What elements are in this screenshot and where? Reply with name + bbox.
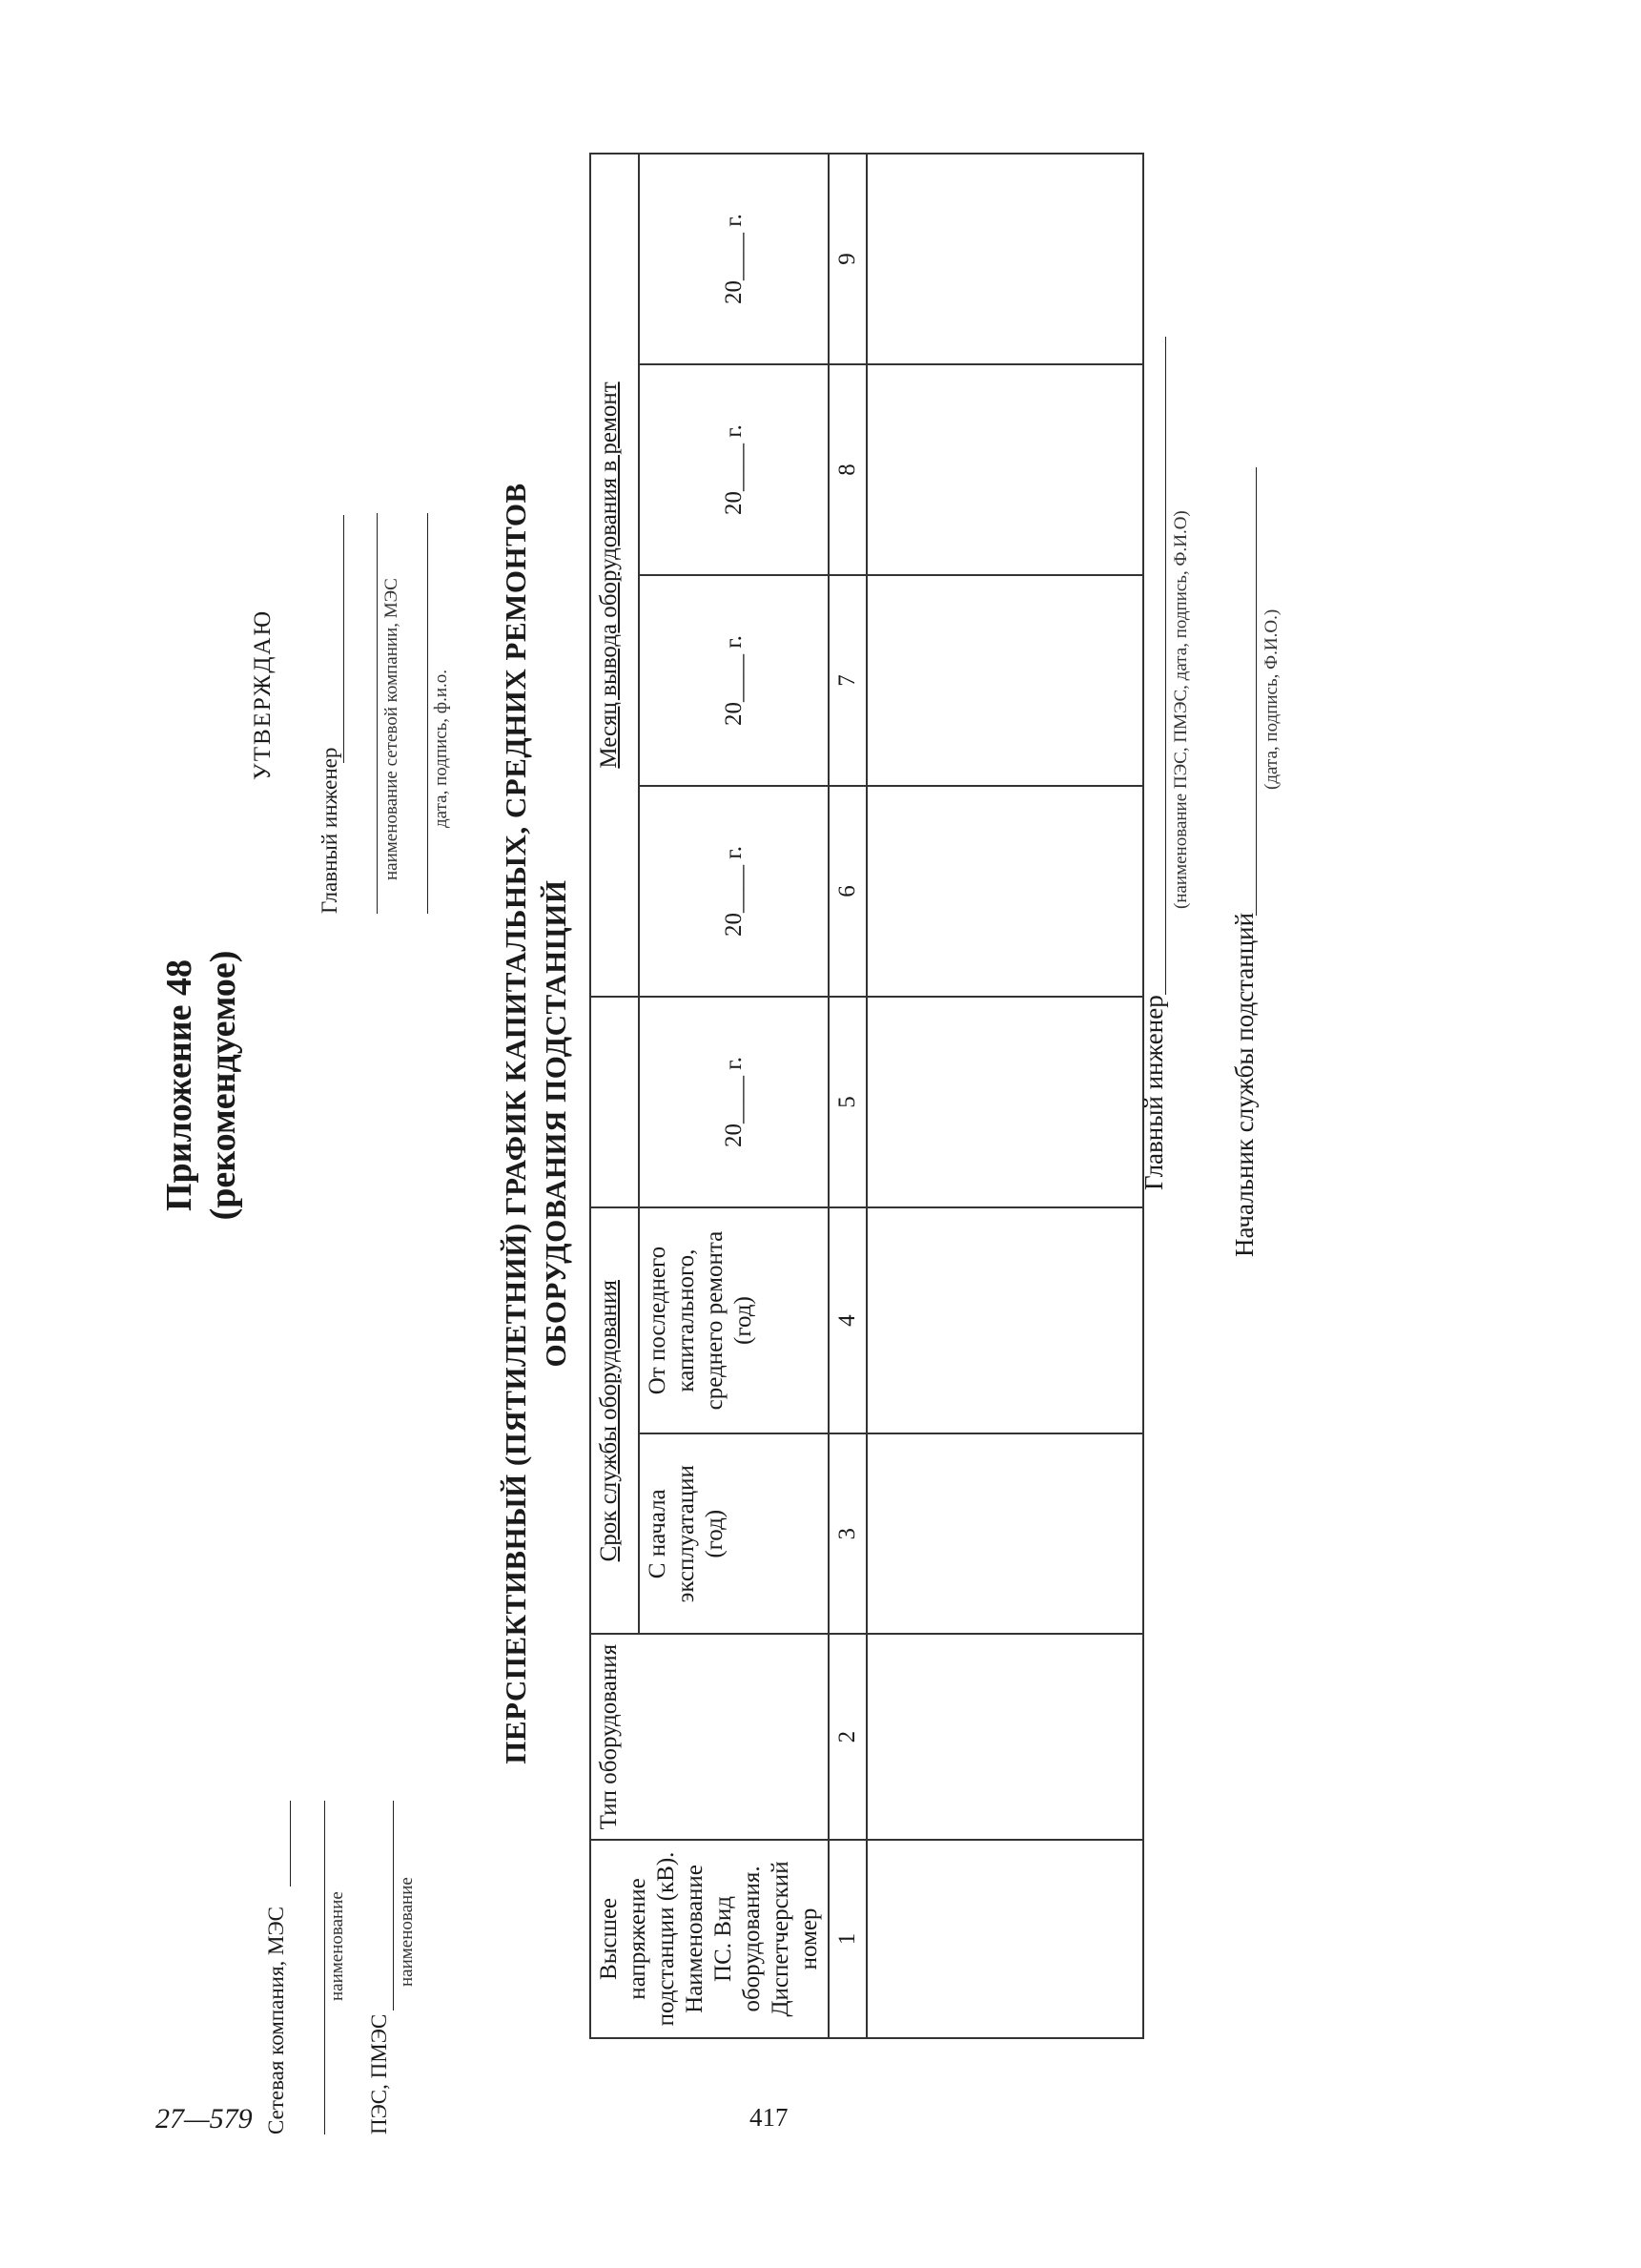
corner-page-number: 27—579 <box>155 2103 253 2134</box>
footer-chief-engineer: Главный инженер <box>1139 995 1168 1190</box>
table-row-empty-3 <box>867 1433 1143 1634</box>
appendix-heading <box>157 885 245 1286</box>
footer-head-caption: (дата, подпись, Ф.И.О.) <box>1262 608 1282 790</box>
col-number-4: 4 <box>829 1207 867 1433</box>
network-company-line-a <box>290 1801 291 1887</box>
network-company-label: Сетевая компания, МЭС <box>264 1907 288 2134</box>
month-output-text: Месяц вывода оборудования в ремонт <box>596 381 622 769</box>
footer-chief-caption: (наименование ПЭС, ПМЭС, дата, подпись, Ф.И.О) <box>1171 510 1191 909</box>
col-number-8: 8 <box>829 364 867 575</box>
col-number-6: 6 <box>829 786 867 997</box>
approve-line-3 <box>427 513 428 914</box>
footer-substation-head: Начальник службы подстанций <box>1230 912 1259 1257</box>
footer-chief-line <box>1165 337 1166 995</box>
table-row-empty-7 <box>867 575 1143 786</box>
form-title-line2: ОБОРУДОВАНИЯ ПОДСТАНЦИЙ <box>539 879 572 1368</box>
col-number-9: 9 <box>829 154 867 364</box>
table-row-empty-1 <box>867 1840 1143 2038</box>
footer-head-line <box>1256 467 1257 916</box>
approve-line-2 <box>377 513 378 914</box>
table-row-empty-2 <box>867 1634 1143 1840</box>
approve-line-1 <box>343 515 344 763</box>
header-year-2: 20____ г. <box>639 786 829 997</box>
header-voltage-name: Высшее напряжение подстанции (кВ). Наименование ПС. Вид оборудования. Диспетчерский номер <box>590 1840 829 2038</box>
header-since-start: С начала эксплуатации (год) <box>639 1433 829 1634</box>
pes-label: ПЭС, ПМЭС <box>367 2013 391 2134</box>
table-row-empty-4 <box>867 1207 1143 1433</box>
col-number-7: 7 <box>829 575 867 786</box>
page-number: 417 <box>749 2103 789 2132</box>
table-row-empty-8 <box>867 364 1143 575</box>
col-number-1: 1 <box>829 1840 867 2038</box>
form-title-line1: ПЕРСПЕКТИВНЫЙ (ПЯТИЛЕТНИЙ) ГРАФИК КАПИТАЛЬНЫХ, СРЕДНИХ РЕМОНТОВ <box>499 483 532 1764</box>
header-month-output <box>590 154 639 997</box>
chief-engineer-label: Главный инженер <box>318 747 341 914</box>
header-year-3: 20____ г. <box>639 575 829 786</box>
network-company-line-b <box>324 1801 325 2134</box>
appendix-type: (рекомендуемое) <box>203 950 243 1221</box>
header-since-last-repair: От последнего капитального, среднего ремонта (год) <box>639 1207 829 1433</box>
col-number-2: 2 <box>829 1634 867 1840</box>
header-year-1: 20____ г. <box>639 997 829 1207</box>
header-equipment-type: Тип оборудования <box>590 1634 829 1840</box>
approve-caption-company: наименование сетевой компании, МЭС <box>381 578 401 880</box>
header-year-4: 20____ г. <box>639 364 829 575</box>
repair-schedule-table <box>589 153 1144 2039</box>
table-row-empty-6 <box>867 786 1143 997</box>
form-title <box>496 227 576 2020</box>
pes-line <box>393 1801 394 2010</box>
pes-caption: наименование <box>397 1877 417 1987</box>
col-number-5: 5 <box>829 997 867 1207</box>
header-month-blank <box>590 997 639 1207</box>
table-row-empty-5 <box>867 997 1143 1207</box>
col-number-3: 3 <box>829 1433 867 1634</box>
header-year-5: 20____ г. <box>639 154 829 364</box>
header-service-life: Срок службы оборудования <box>590 1207 639 1634</box>
approve-caption-date: дата, подпись, ф.и.о. <box>431 669 451 828</box>
network-company-caption: наименование <box>327 1891 347 2001</box>
table-row-empty-9 <box>867 154 1143 364</box>
approve-title: УТВЕРЖДАЮ <box>250 608 276 780</box>
appendix-number: Приложение 48 <box>159 959 199 1212</box>
